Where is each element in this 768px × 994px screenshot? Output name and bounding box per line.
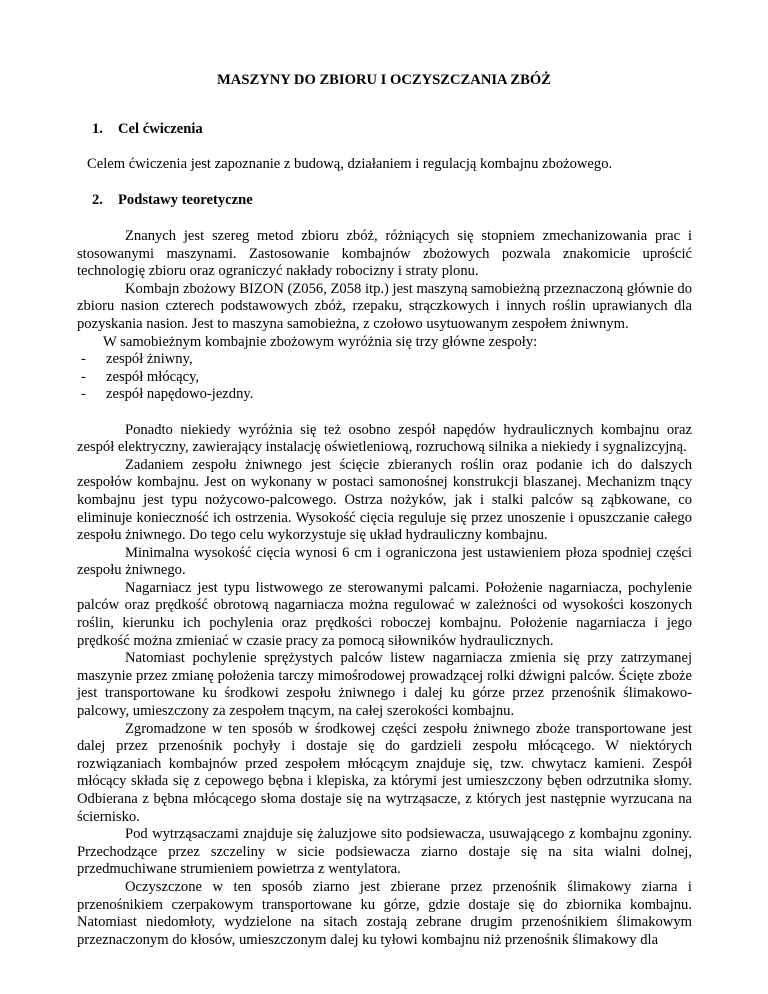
section-2-number: 2. xyxy=(92,192,103,208)
section-2-heading xyxy=(92,192,253,210)
section-1-heading xyxy=(92,121,203,139)
paragraph: Ponadto niekiedy wyróżnia się też osobno zespół napędów hydraulicznych kombajnu oraz zespół elektryczny, zawierający instalację oświetleniową, rozruchową silnika a niekiedy i sygnalizcyjną. xyxy=(77,421,692,456)
paragraph: Nagarniacz jest typu listwowego ze sterowanymi palcami. Położenie nagarniacza, pochylenie palców oraz prędkość obrotową nagarniacza można regulować w zależności od wysokości koszonych roślin, kierunku ich pochylenia oraz prędkości roboczej kombajnu. Położenie nagarniacza i jego prędkość można zmieniać w czasie pracy za pomocą siłowników hydraulicznych. xyxy=(77,579,692,649)
paragraph: Zadaniem zespołu żniwnego jest ścięcie zbieranych roślin oraz podanie ich do dalszych zespołów kombajnu. Jest on wykonany w postaci samonośnej konstrukcji blaszanej. Mechanizm tnący kombajnu jest typu nożycowo-palcowego. Ostrza nożyków, jak i stalki palców są ząbkowane, co eliminuje konieczność ich ostrzenia. Wysokość cięcia reguluje się przez unoszenie i opuszczanie całego zespołu żniwnego. Do tego celu wykorzystuje się układ hydrauliczny kombajnu. xyxy=(77,456,692,544)
paragraph: Zgromadzone w ten sposób w środkowej części zespołu żniwnego zboże transportowane jest dalej przez przenośnik pochyły i dostaje się do gardzieli zespołu młócącego. W niektórych rozwiązaniach kombajnów przed zespołem młócącym znajduje się, tzw. chwytacz kamieni. Zespół młócący składa się z cepowego bębna i klepiska, za którymi jest umieszczony bęben odrzutnika słomy. Odbierana z bębna młócącego słoma dostaje się na wytrząsacze, z których jest następnie wyrzucana na ściernisko. xyxy=(77,720,692,825)
paragraph: Kombajn zbożowy BIZON (Z056, Z058 itp.) jest maszyną samobieżną przeznaczoną głównie do zbioru nasion czterech podstawowych zbóż, rzepaku, strączkowych i innych roślin uprawianych dla pozyskania nasion. Jest to maszyna samobieżna, z czołowo usytuowanym zespołem żniwnym. xyxy=(77,280,692,332)
list-item: - zespół napędowo-jezdny. xyxy=(81,386,254,403)
section-1-number: 1. xyxy=(92,121,103,137)
paragraph: Natomiast pochylenie sprężystych palców listew nagarniacza zmienia się przy zatrzymanej maszynie przez zmianę położenia tarczy mimośrodowej prowadzącej rolki dźwigni palców. Ścięte zboże jest transportowane ku środkowi zespołu żniwnego i dalej ku górze przez przenośnik ślimakowo-palcowy, umieszczony za zespołem tnącym, na całej szerokości kombajnu. xyxy=(77,650,692,720)
list-item: - zespół młócący, xyxy=(81,368,200,385)
section-1-title: Cel ćwiczenia xyxy=(118,121,203,137)
paragraph: Znanych jest szereg metod zbioru zbóż, różniących się stopniem zmechanizowania prac i stosowanymi maszynami. Zastosowanie kombajnów zbożowych pozwala znakomicie uprościć technologię zbioru oraz ograniczyć nakłady robocizny i straty plonu. xyxy=(77,228,692,280)
intro-paragraph: Celem ćwiczenia jest zapoznanie z budową, działaniem i regulacją kombajnu zbożowego. xyxy=(87,156,613,172)
main-assemblies-list xyxy=(77,351,692,404)
section-2-title: Podstawy teoretyczne xyxy=(118,192,253,208)
paragraph: Minimalna wysokość cięcia wynosi 6 cm i ograniczona jest ustawieniem płoza spodniej części zespołu żniwnego. xyxy=(77,544,692,579)
document-title: MASZYNY DO ZBIORU I OCZYSZCZANIA ZBÓŻ xyxy=(217,72,551,88)
paragraph: W samobieżnym kombajnie zbożowym wyróżnia się trzy główne zespoły: xyxy=(103,333,538,350)
paragraph: Oczyszczone w ten sposób ziarno jest zbierane przez przenośnik ślimakowy ziarna i przenośnikiem czerpakowym transportowane ku górze, gdzie dostaje się do zbiornika kombajnu. Natomiast niedomłoty, wydzielone na sitach zostają zebrane drugim przenośnikiem ślimakowym przeznaczonym do kłosów, umieszczonym dalej ku tyłowi kombajnu niż przenośnik ślimakowy dla xyxy=(77,878,692,948)
paragraph: Pod wytrząsaczami znajduje się żaluzjowe sito podsiewacza, usuwającego z kombajnu zgoniny. Przechodzące przez szczeliny w sicie podsiewacza ziarno dostaje się na sita wialni dolnej, przedmuchiwane strumieniem powietrza z wentylatora. xyxy=(77,826,692,878)
body-text xyxy=(77,228,692,949)
list-item: - zespół żniwny, xyxy=(81,351,193,368)
